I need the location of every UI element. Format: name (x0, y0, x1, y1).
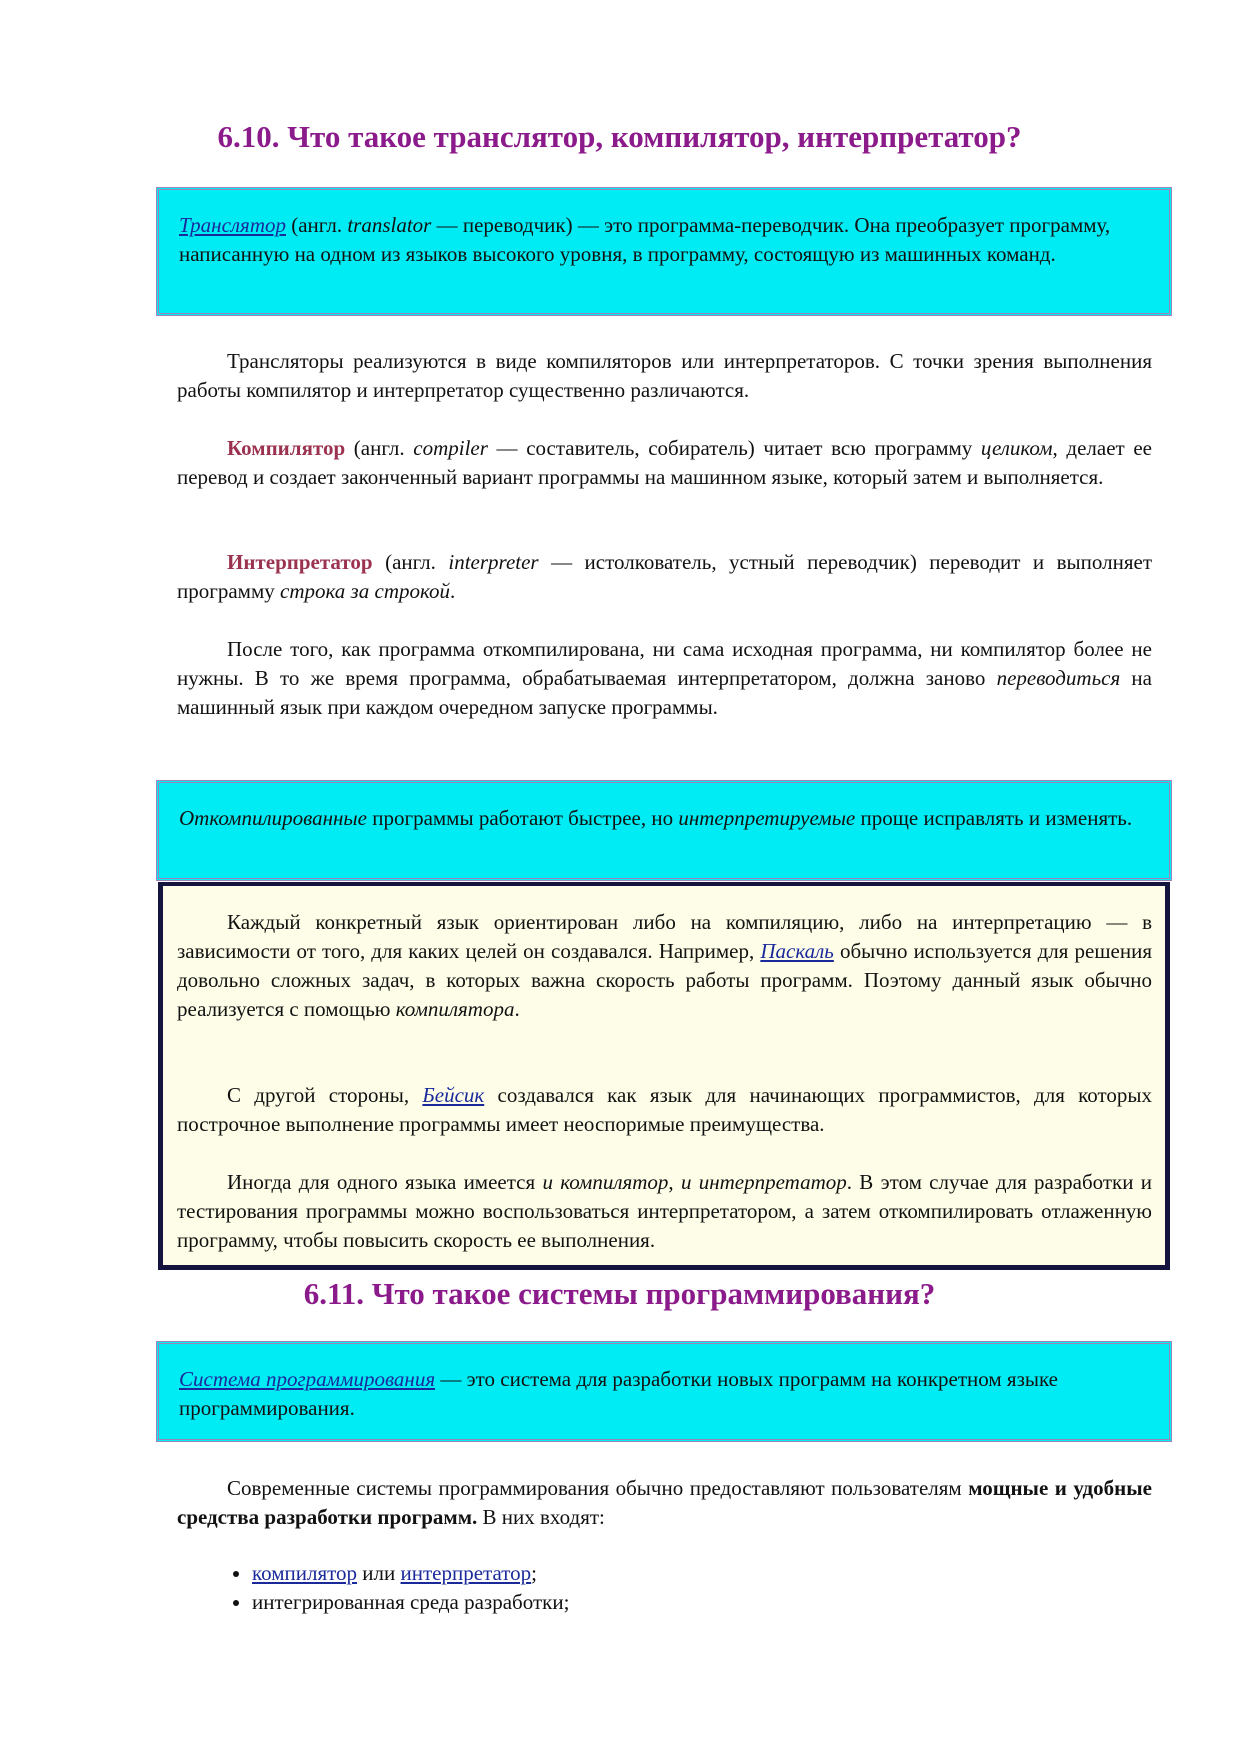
text-span: . (514, 997, 520, 1021)
emphasis: интерпретируемые (678, 806, 856, 830)
text-span: . В этом случае для разработки и тестирования программы можно воспользоваться интерпретатором, а затем откомпилировать отлаженную программу, чтобы повысить скорость ее выполнения. (177, 1170, 1152, 1252)
emphasis: целиком (980, 436, 1053, 460)
text-span: Каждый конкретный язык ориентирован либо на компиляцию, либо на интерпретацию — в зависимости от того, для каких целей он создавался. Например, (177, 910, 1152, 963)
list-item: • интегрированная среда разработки; (252, 1588, 569, 1617)
compiler-term: Компилятор (227, 436, 346, 460)
text-span: (англ. (372, 550, 449, 574)
note-text (179, 804, 1169, 833)
text-span: (англ. (285, 213, 348, 237)
example-box (158, 882, 1170, 1270)
translator-definition (179, 211, 1169, 269)
text-span: или (357, 1561, 401, 1585)
definition-box-programming-system (156, 1341, 1172, 1442)
text-span: , делает ее перевод и создает законченный вариант программы на машинном языке, который затем и выполняется. (177, 436, 1152, 489)
note-box-compiled-vs-interpreted (156, 780, 1172, 881)
section-heading-6-11: 6.11. Что такое системы программирования? (303, 1276, 936, 1311)
text-span: — это система для разработки новых программ на конкретном языке программирования. (179, 1367, 1058, 1420)
text-span: В них входят: (477, 1505, 605, 1529)
tools-list (170, 1559, 569, 1617)
english-term: compiler (413, 436, 488, 460)
text-span: проще исправлять и изменять. (855, 806, 1133, 830)
interpreter-link[interactable]: интерпретатор (400, 1561, 532, 1585)
basic-link[interactable]: Бейсик (422, 1083, 485, 1107)
text-span: программы работают быстрее, но (366, 806, 679, 830)
emphasis: строка за строкой (280, 579, 451, 603)
emphasis: компилятора (395, 997, 515, 1021)
text-span: обычно используется для решения довольно сложных задач, в которых важна скорость работы программ. Поэтому данный язык обычно реализуется с помощью (177, 939, 1152, 1021)
emphasis: и компилятор (542, 1170, 669, 1194)
emphasis: и интерпретатор (680, 1170, 847, 1194)
text-span: на машинный язык при каждом очередном запуске программы. (177, 666, 1152, 719)
text-span: После того, как программа откомпилирована, ни сама исходная программа, ни компилятор более не нужны. В то же время программа, обрабатываемая интерпретатором, должна заново (177, 637, 1152, 690)
text-span: — переводчик) — это программа-переводчик. Она преобразует программу, написанную на одном из языков высокого уровня, в программу, состоящую из машинных команд. (179, 213, 1111, 266)
text-span: — истолкователь, устный переводчик) переводит и выполняет программу (177, 550, 1152, 603)
list-item (252, 1559, 569, 1588)
emphasis: Откомпилированные (179, 806, 367, 830)
paragraph-after-compilation (177, 635, 1152, 722)
programming-system-definition (179, 1365, 1169, 1423)
text-span: ; (531, 1561, 538, 1585)
text-span: Современные системы программирования обычно предоставляют пользователям (227, 1476, 969, 1500)
text-span: Иногда для одного языка имеется (227, 1170, 543, 1194)
paragraph-translators: Трансляторы реализуются в виде компиляторов или интерпретаторов. С точки зрения выполнения работы компилятор и интерпретатор существенно различаются. (177, 349, 1152, 402)
definition-box-translator (156, 187, 1172, 316)
text-span: — составитель, собиратель) читает всю программу (487, 436, 981, 460)
compiler-link[interactable]: компилятор (252, 1561, 358, 1585)
text-span: (англ. (345, 436, 414, 460)
text-span: С другой стороны, (227, 1083, 423, 1107)
english-term: interpreter (448, 550, 539, 574)
paragraph-compiler (177, 434, 1152, 492)
section-heading-6-10: 6.10. Что такое транслятор, компилятор, интерпретатор? (217, 119, 1022, 154)
english-term: translator (347, 213, 432, 237)
pascal-link[interactable]: Паскаль (760, 939, 834, 963)
bold-text: мощные и удобные средства разработки программ. (177, 1476, 1152, 1529)
paragraph-interpreter (177, 548, 1152, 606)
interpreter-term: Интерпретатор (227, 550, 373, 574)
programming-system-term-link[interactable]: Система программирования (179, 1367, 436, 1391)
emphasis: переводиться (996, 666, 1121, 690)
translator-term-link[interactable]: Транслятор (179, 213, 286, 237)
text-span: создавался как язык для начинающих программистов, для которых построчное выполнение программы имеет неоспоримые преимущества. (177, 1083, 1153, 1136)
text-span: . (450, 579, 456, 603)
text-span: , (668, 1170, 681, 1194)
paragraph-modern-systems (177, 1474, 1152, 1532)
example-paragraph-both (177, 1168, 1152, 1255)
example-paragraph-basic (177, 1081, 1152, 1139)
example-paragraph-pascal (177, 908, 1152, 1024)
